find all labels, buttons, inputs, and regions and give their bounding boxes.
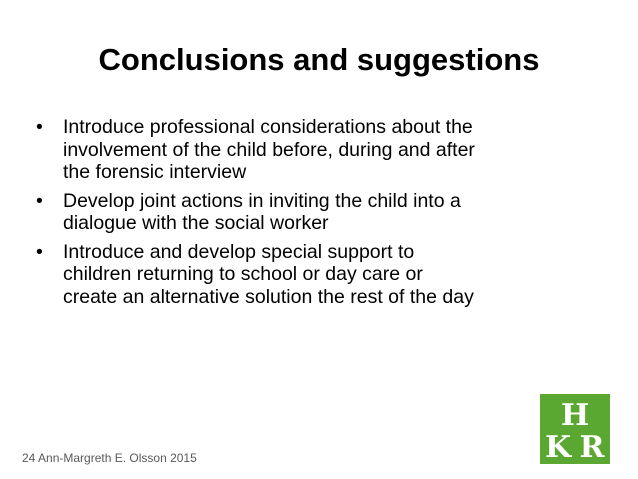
bullet-icon: •	[36, 189, 43, 212]
bullet-item	[36, 190, 596, 235]
hkr-logo	[540, 394, 610, 464]
bullet-list	[36, 116, 596, 314]
logo-letter-h: H	[560, 398, 590, 433]
bullet-line: create an alternative solution the rest of the day	[63, 285, 474, 308]
bullet-line: Introduce professional considerations about the	[63, 116, 473, 138]
bullet-icon: •	[36, 240, 43, 263]
bullet-item	[36, 241, 596, 309]
bullet-line: dialogue with the social worker	[63, 212, 329, 234]
footer-text: 24 Ann-Margreth E. Olsson 2015	[22, 451, 197, 465]
bullet-line: involvement of the child before, during and after	[63, 138, 475, 161]
bullet-line: the forensic interview	[63, 161, 247, 183]
slide-title: Conclusions and suggestions	[98, 42, 540, 77]
bullet-line: children returning to school or day care or	[63, 263, 423, 285]
bullet-icon: •	[36, 116, 43, 138]
logo-letter-k: K	[544, 430, 572, 464]
bullet-line: Develop joint actions in inviting the child into a	[63, 189, 461, 212]
bullet-line: Introduce and develop special support to	[63, 240, 415, 263]
logo-letter-r: R	[579, 430, 605, 464]
bullet-item	[36, 116, 596, 184]
